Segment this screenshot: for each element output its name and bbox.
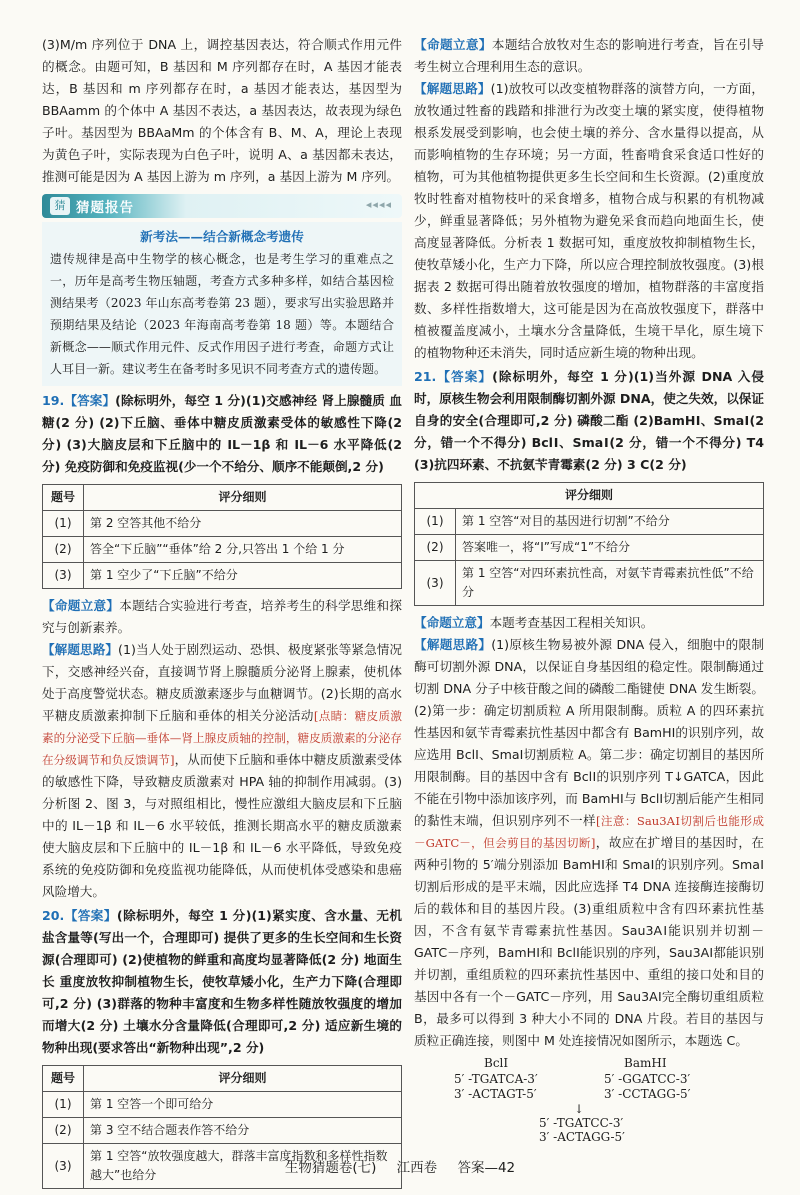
solution-tag: 【解题思路】 [42,642,119,657]
table-header: 评分细则 [415,483,764,509]
q21-scoring-table [414,482,764,606]
table-cell: 第 1 空答“放牧强度越大，群落丰富度指数和多样性指数越大”也给分 [84,1144,402,1189]
q20-intent [414,34,764,78]
q21-answer [414,366,764,476]
report-badge-icon: 猜 [50,197,70,215]
q18-part3-text: (3)M/m 序列位于 DNA 上，调控基因表达，符合顺式作用元件的概念。由题可知，B 基因和 M 序列都存在时，A 基因才能表达，B 基因和 m 序列都存在时，a 基因才能表达，基因型为 BBAamm 的个体中 A 基因不表达，a 基因表达，故表现为绿色子叶。基因型为 BBAaMm 的个体含有 B、M、A，理论上表现为黄色子叶，实际表现为白色子叶，说明 A、a 基因都未表达，推测可能是因为 A 基因上游为 m 序列，a 基因上游为 M 序列。 [42,37,402,184]
table-cell: 第 1 空答一个即可给分 [84,1092,402,1118]
solution-note: [注意：Sau3AⅠ切割后也能形成－GATC－，但会剪目的基因切断] [414,814,764,850]
report-label: 猜题报告 [76,200,134,216]
solution-text: (1)原核生物易被外源 DNA 侵入，细胞中的限制酶可切割外源 DNA，以保证自身基因组的稳定性。限制酶通过切割 DNA 分子中核苷酸之间的磷酸二酯键使 DNA 发生断裂。(2)第一步：确定切割质粒 A 所用限制酶。质粒 A 的四环素抗性基因和氨苄青霉素抗性基因中都含有 BamHⅠ的识别序列，故应选用 BclⅠ、SmaⅠ切割质粒 A。第二步：确定切割目的基因所用限制酶。目的基因中含有 BclⅠ的识别序列 T↓GATCA，因此不能在引物中添加该序列，而 BamHⅠ与 BclⅠ切割后能产生相同的黏性末端，但识别序列不一样 [414,637,764,828]
result-top-strand: 5′ -TGATCC-3′ [539,1116,624,1130]
q21-solution [414,634,764,1052]
q19-solution [42,639,402,903]
table-header: 评分细则 [84,485,402,511]
footer-subject: 生物猜题卷(七) [284,1160,377,1176]
table-row [43,511,402,537]
table-row [415,561,764,606]
arrows-icon: ◂◂◂◂ [365,198,392,211]
table-row [43,1118,402,1144]
q19-answer-tag: 【答案】 [64,393,116,408]
q19-intent [42,595,402,639]
table-row [415,509,764,535]
down-arrow-icon: ↓ [574,1102,585,1116]
q19-scoring-table [42,484,402,589]
solution-tag: 【解题思路】 [414,637,492,652]
dna-ligation-diagram [414,1056,764,1144]
bcl-label: BclⅠ [484,1056,509,1070]
solution-tag: 【解题思路】 [414,81,491,96]
table-cell: (3) [415,561,456,606]
q21-answer-tag: 【答案】 [436,369,493,384]
table-row [43,563,402,589]
right-column [414,34,765,1144]
intent-text: 本题考查基因工程相关知识。 [489,615,654,630]
table-cell: (3) [43,563,84,589]
guess-report-banner [42,194,402,218]
report-text: 遗传规律是高中生物学的核心概念，也是考生学习的重难点之一，历年是高考生物压轴题，考查方式多种多样，如结合基因检测结果考（2023 年山东高考卷第 23 题），要求写出实验思路并预期结果及结论（2023 年海南高考卷第 18 题）等。本题结合新概念——顺式作用元件、反式作用因子进行考查，命题方式让人耳目一新。建议考生在备考时多见识不同考查方式的遗传题。 [50,252,394,376]
q21-answer-text: (除标明外，每空 1 分)(1)当外源 DNA 入侵时，原核生物会利用限制酶切割外源 DNA，使之失效，以保证自身的安全(合理即可,2 分) 磷酸二酯 (2)BamHⅠ、SmaⅠ(2 分，错一个不得分) BclⅠ、SmaⅠ(2 分，错一个不得分) T4 (3)抗四环素、不抗氨苄青霉素(2 分) 3 C(2 分) [414,369,765,472]
table-row [43,1092,402,1118]
q20-answer [42,905,402,1059]
solution-text-cont: ，从而使下丘脑和垂体中糖皮质激素受体的敏感性下降，导致糖皮质激素对 HPA 轴的抑制作用减弱。(3)分析图 2、图 3，与对照组相比，慢性应激组大脑皮层和下丘脑中的 IL－1β 和 IL－6 水平较低，推测长期高水平的糖皮质激素使大脑皮层和下丘脑中的 IL－1β 和 IL－6 水平降低，导致免疫系统的免疫防御和免疫监视功能降低，从而使机体受感染和患癌风险增大。 [42,752,402,899]
table-cell: 第 1 空答“对目的基因进行切割”不给分 [456,509,764,535]
q20-answer-text: (除标明外，每空 1 分)(1)紧实度、含水量、无机盐含量等(写出一个，合理即可) 提供了更多的生长空间和生长资源(合理即可) (2)使植物的鲜重和高度均显著降低(2 分) 地面生长 重度放牧抑制植物生长，使牧草矮小化，生产力下降(合理即可,2 分) (3)群落的物种丰富度和生物多样性随放牧强度的增加而增大(2 分) 土壤水分含量降低(合理即可,2 分) 适应新生境的物种出现(要求答出“新物种出现”,2 分) [42,908,403,1055]
table-cell: (2) [415,535,456,561]
solution-text: (1)放牧可以改变植物群落的演替方向，一方面，放牧通过牲畜的践踏和排泄行为改变土壤的紧实度，使得植物根系发展受到影响，也会使土壤的养分、含水量得以提高，从而影响植物的生存环境；另一方面，牲畜啃食采食适口性好的植物，可为其他植物提供更多生长空间和生长资源。(2)重度放牧时牲畜对植物枝叶的采食增多，植物合成与积累的有机物减少，鲜重显著降低；另外植物为避免采食而趋向地面生长，使高度显著降低。分析表 1 数据可知，重度放牧抑制植物生长，使牧草矮小化，生产力下降，所以应合理控制放牧强度。(3)根据表 2 数据可得出随着放牧强度的增加，植物群落的丰富度指数、多样性指数增大，这可能是因为在高放牧强度下，群落中植被覆盖度减小，土壤水分含量降低，生境干旱化，原生境下的植物物种还未消失，同时适应新生境的物种出现。 [414,81,765,360]
intent-tag: 【命题立意】 [414,37,492,52]
solution-note: [点睛：糖皮质激素的分泌受下丘脑—垂体—肾上腺皮质轴的控制，糖皮质激素的分泌存在分级调节和负反馈调节] [42,709,403,767]
table-cell: 第 3 空不结合题表作答不给分 [84,1118,402,1144]
intent-tag: 【命题立意】 [42,598,120,613]
intent-text: 本题结合实验进行考查，培养考生的科学思维和探究与创新素养。 [42,598,403,635]
solution-text: (1)当人处于剧烈运动、恐惧、极度紧张等紧急情况下，交感神经兴奋，直接调节肾上腺髓质分泌肾上腺素，使机体处于高度警觉状态。糖皮质激素逐步与血糖调节。(2)长期的高水平糖皮质激素抑制下丘脑和垂体的相关分泌活动 [42,642,403,723]
table-cell: 第 1 空少了“下丘脑”不给分 [84,563,402,589]
table-header: 题号 [43,1066,84,1092]
report-title: 新考法——结合新概念考遗传 [140,229,304,244]
table-cell: (1) [43,511,84,537]
table-cell: (1) [415,509,456,535]
intent-tag: 【命题立意】 [414,615,490,630]
table-cell: (3) [43,1144,84,1189]
table-cell: 答全“下丘脑”“垂体”给 2 分,只答出 1 个给 1 分 [84,537,402,563]
footer-region: 江西卷 [396,1160,438,1176]
bam-top-strand: 5′ -GGATCC-3′ [604,1072,691,1086]
table-cell: 答案唯一，将“Ⅰ”写成“1”不给分 [456,535,764,561]
bcl-bottom-strand: 3′ -ACTAGT-5′ [454,1087,537,1101]
bam-label: BamHⅠ [624,1056,667,1070]
intent-text: 本题结合放牧对生态的影响进行考查，旨在引导考生树立合理利用生态的意识。 [414,37,765,74]
q20-number: 20. [42,908,65,923]
solution-text-cont: ，故应在扩增目的基因时，在两种引物的 5′端分别添加 BamHⅠ和 SmaⅠ的识别序列。SmaⅠ切割后形成的是平末端，因此应选择 T4 DNA 连接酶连接酶切后的载体和目的基因片段。(3)重组质粒中含有四环素抗性基因，不含有氨苄青霉素抗性基因。Sau3AⅠ能识别并切割－GATC－序列，BamHⅠ和 BclⅠ能识别的序列，Sau3AⅠ都能识别并切割，重组质粒的四环素抗性基因中、重组的接口处和目的基因中各有一个－GATC－序列，用 Sau3AⅠ完全酶切重组质粒 B，最多可以得到 3 种大小不同的 DNA 片段。若目的基因与质粒正确连接，则图中 M 处连接情况如图所示，本题选 C。 [414,835,764,1048]
q19-answer [42,390,402,478]
table-cell: 第 2 空答其他不给分 [84,511,402,537]
guess-report-box [42,222,402,386]
q21-intent [414,612,764,634]
table-header: 题号 [43,485,84,511]
table-cell: (2) [43,537,84,563]
q19-answer-text: (除标明外，每空 1 分)(1)交感神经 肾上腺髓质 血糖(2 分) (2)下丘脑、垂体中糖皮质激素受体的敏感性下降(2 分) (3)大脑皮层和下丘脑中的 IL－1β 和 IL－6 水平降低(2 分) 免疫防御和免疫监视(少一个不给分、顺序不能颠倒,2 分) [42,393,402,474]
bam-bottom-strand: 3′ -CCTAGG-5′ [604,1087,691,1101]
q19-number: 19. [42,393,65,408]
table-cell: 第 1 空答“对四环素抗性高，对氨苄青霉素抗性低”不给分 [456,561,764,606]
table-header: 评分细则 [84,1066,402,1092]
footer-page: 答案—42 [457,1160,516,1176]
page-footer [0,1156,800,1176]
table-row [43,537,402,563]
q20-answer-tag: 【答案】 [64,908,117,923]
table-cell: (1) [43,1092,84,1118]
left-column [42,34,402,1195]
bcl-top-strand: 5′ -TGATCA-3′ [454,1072,538,1086]
q20-solution [414,78,764,364]
result-bottom-strand: 3′ -ACTAGG-5′ [539,1130,625,1144]
table-cell: (2) [43,1118,84,1144]
q21-number: 21. [414,369,437,384]
table-row [415,535,764,561]
